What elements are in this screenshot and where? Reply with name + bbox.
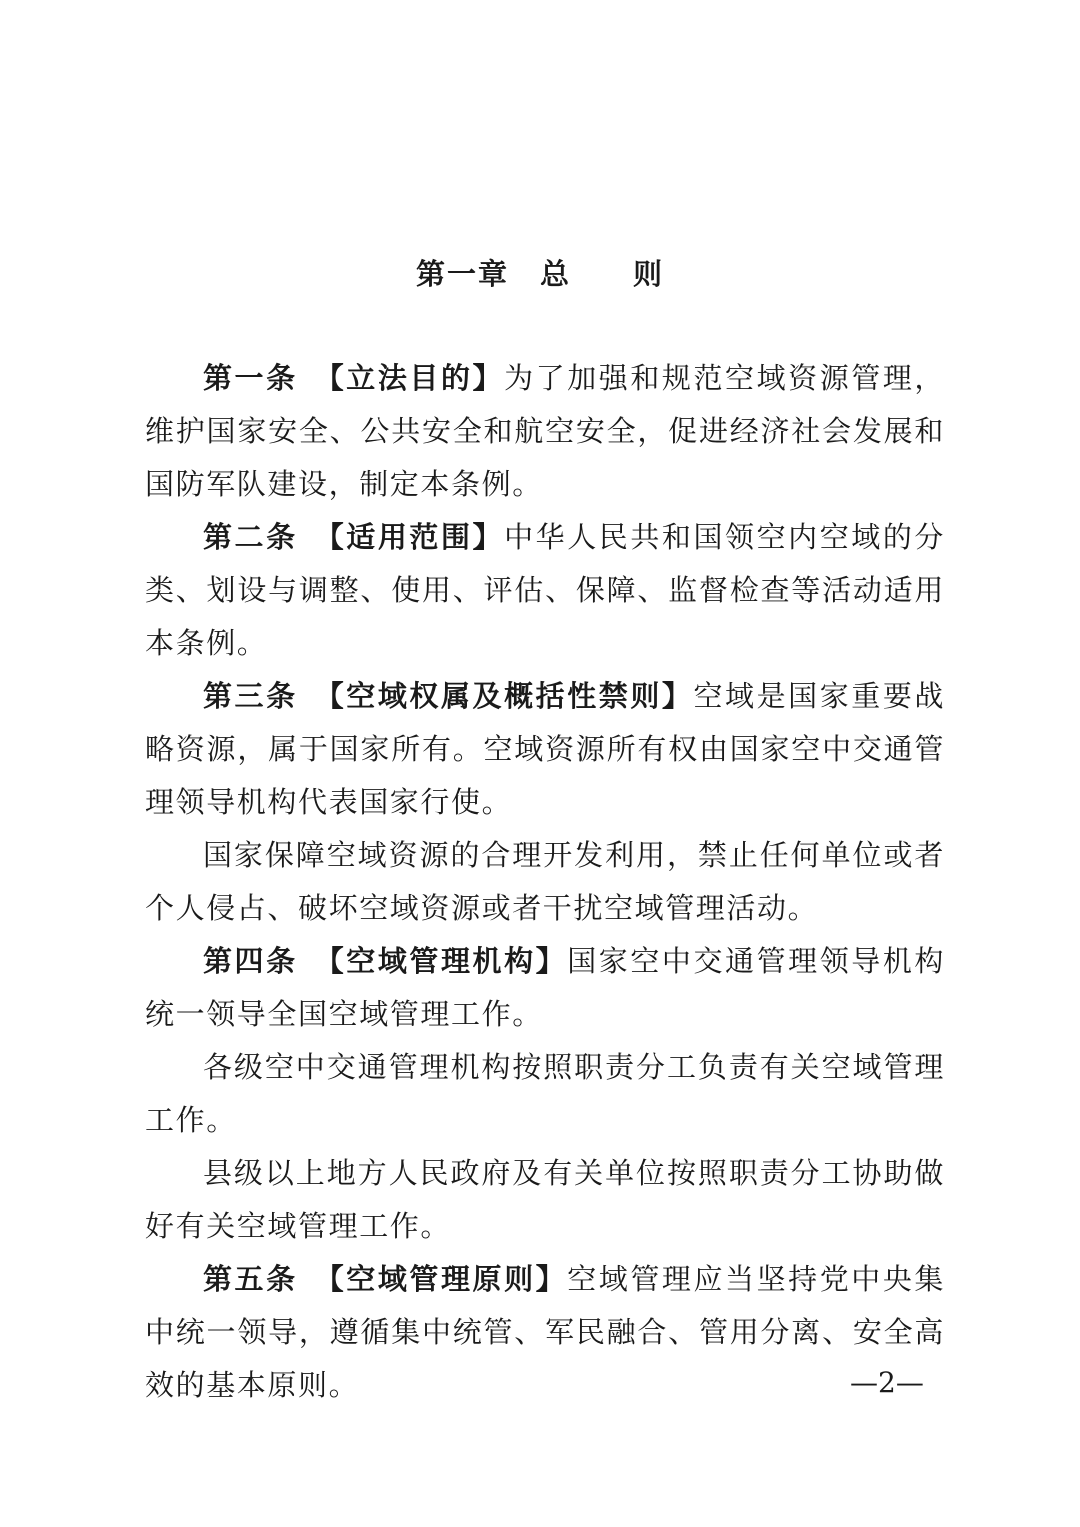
page-number: —2— — [850, 1366, 924, 1399]
article-text: 国家保障空域资源的合理开发利用，禁止任何单位或者个人侵占、破坏空域资源或者干扰空域管理活动。 — [145, 838, 945, 925]
article-heading: 第五条 【空域管理原则】 — [203, 1262, 568, 1296]
article-1 — [145, 352, 945, 511]
document-body — [145, 352, 945, 1412]
article-text: 空域管理应当坚持党中央集中统一领导，遵循集中统管、军民融合、管用分离、安全高效的基本原则。 — [145, 1262, 946, 1402]
article-text: 中华人民共和国领空内空域的分类、划设与调整、使用、评估、保障、监督检查等活动适用本条例。 — [145, 520, 945, 660]
article-heading: 第一条 【立法目的】 — [203, 361, 505, 395]
article-2 — [145, 511, 945, 670]
article-text: 县级以上地方人民政府及有关单位按照职责分工协助做好有关空域管理工作。 — [145, 1156, 945, 1243]
article-heading: 第二条 【适用范围】 — [203, 520, 505, 554]
article-4 — [145, 935, 945, 1041]
article-4-paragraph-3 — [145, 1147, 945, 1253]
article-text: 国家空中交通管理领导机构统一领导全国空域管理工作。 — [145, 944, 946, 1031]
article-5 — [145, 1253, 945, 1412]
chapter-title: 第一章 总 则 — [415, 257, 664, 291]
article-3-paragraph-2 — [145, 829, 945, 935]
article-text: 各级空中交通管理机构按照职责分工负责有关空域管理工作。 — [145, 1050, 945, 1137]
article-heading: 第四条 【空域管理机构】 — [203, 944, 568, 978]
article-text: 为了加强和规范空域资源管理，维护国家安全、公共安全和航空安全，促进经济社会发展和国防军队建设，制定本条例。 — [145, 361, 945, 501]
article-text: 空域是国家重要战略资源，属于国家所有。空域资源所有权由国家空中交通管理领导机构代表国家行使。 — [145, 679, 945, 819]
article-3 — [145, 670, 945, 829]
article-4-paragraph-2 — [145, 1041, 945, 1147]
article-heading: 第三条 【空域权属及概括性禁则】 — [203, 679, 694, 713]
